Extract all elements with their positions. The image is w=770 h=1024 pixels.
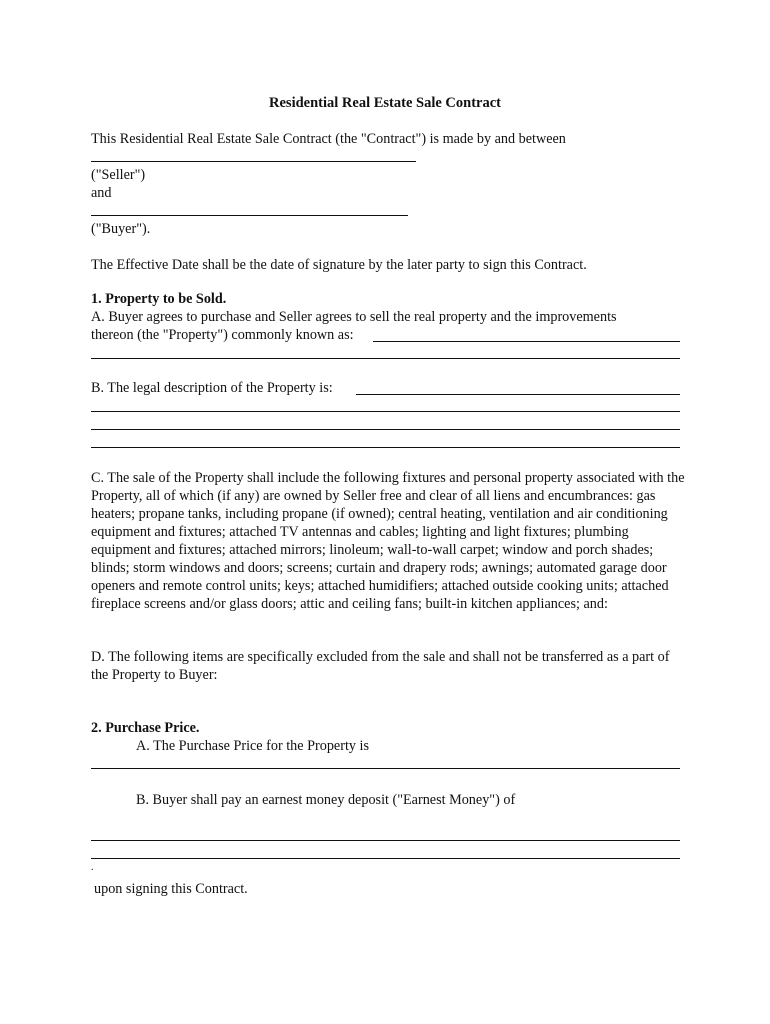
section-1b-text: B. The legal description of the Property is: <box>91 380 333 396</box>
buyer-name-line[interactable] <box>91 215 408 216</box>
earnest-money-line-2[interactable] <box>91 858 680 859</box>
buyer-label: ("Buyer"). <box>91 221 151 237</box>
seller-label: ("Seller") <box>91 167 146 183</box>
section-2a-text: A. The Purchase Price for the Property is <box>136 738 369 754</box>
section-1c-paragraph: C. The sale of the Property shall include the following fixtures and personal property associated with the Property, all of which (if any) are owned by Seller free and clear of all liens and encumbrances: gas heaters; propane tanks, including propane (if owned); central heating, ventilation and air conditioning equipment and fixtures; attached TV antennas and cables; lighting and light fixtures; plumbing equipment and fixtures; attached mirrors; linoleum; wall-to-wall carpet; window and porch shades; blinds; storm windows and doors; screens; curtain and drapery rods; awnings; automated garage door openers and remote control units; keys; attached humidifiers; attached outside cooking units; attached fireplace screens and/or glass doors; attic and ceiling fans; built-in kitchen appliances; and: <box>91 470 685 612</box>
section-1a-line2: thereon (the "Property") commonly known as: <box>91 327 354 343</box>
purchase-price-line[interactable] <box>91 768 680 769</box>
legal-description-line[interactable] <box>356 394 680 395</box>
trailing-period: . <box>91 862 94 873</box>
section-2b-text: B. Buyer shall pay an earnest money deposit ("Earnest Money") of <box>136 792 516 808</box>
document-title: Residential Real Estate Sale Contract <box>269 95 501 111</box>
legal-description-line-2[interactable] <box>91 411 680 412</box>
effective-date-text: The Effective Date shall be the date of signature by the later party to sign this Contract. <box>91 257 587 273</box>
seller-name-line[interactable] <box>91 161 416 162</box>
legal-description-line-3[interactable] <box>91 429 680 430</box>
section-1a-line1: A. Buyer agrees to purchase and Seller agrees to sell the real property and the improvements <box>91 309 617 325</box>
section-2-heading: 2. Purchase Price. <box>91 720 200 736</box>
upon-signing-text: upon signing this Contract. <box>94 881 248 897</box>
earnest-money-line[interactable] <box>91 840 680 841</box>
section-1-heading: 1. Property to be Sold. <box>91 291 227 307</box>
legal-description-line-4[interactable] <box>91 447 680 448</box>
section-1d-paragraph: D. The following items are specifically excluded from the sale and shall not be transferred as a part of the Property to Buyer: <box>91 649 670 683</box>
property-address-line[interactable] <box>373 341 680 342</box>
property-address-line-2[interactable] <box>91 358 680 359</box>
intro-text: This Residential Real Estate Sale Contract (the "Contract") is made by and between <box>91 131 566 147</box>
and-text: and <box>91 185 112 201</box>
